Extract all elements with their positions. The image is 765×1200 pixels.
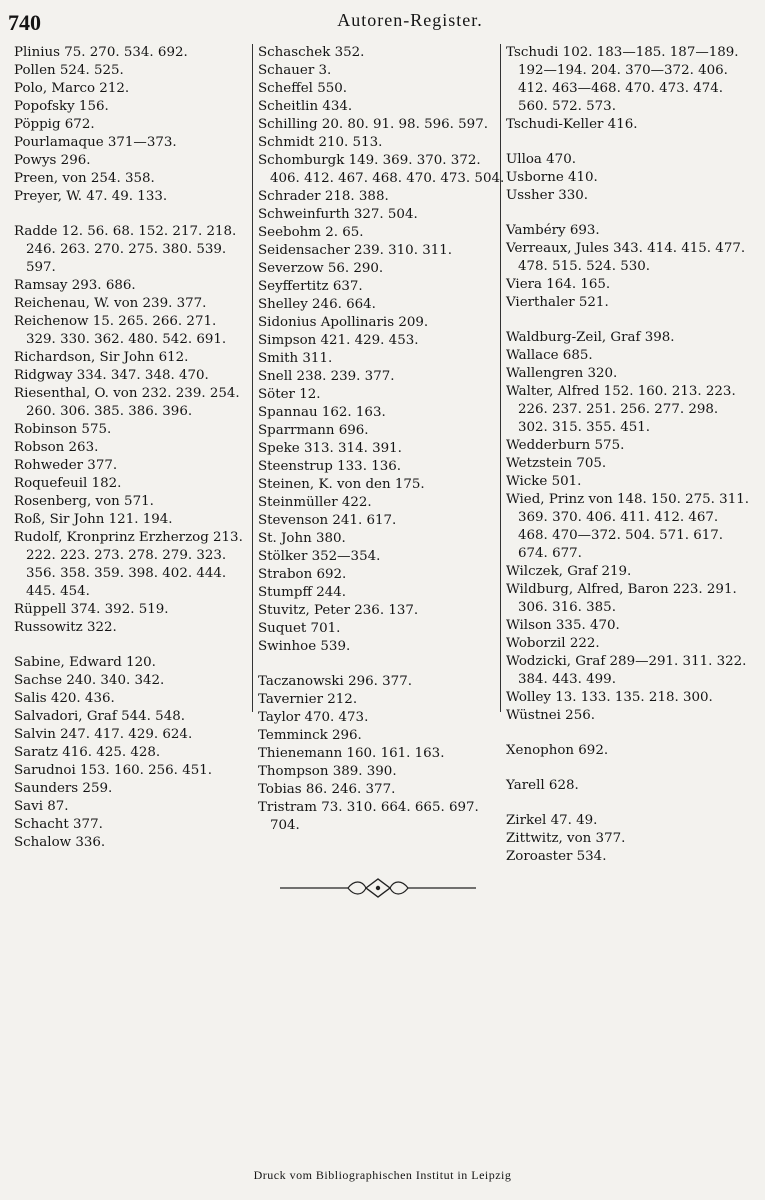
section-gap: [506, 134, 750, 151]
index-entry: Wilson 335. 470.: [506, 618, 620, 633]
page-header: Autoren-Register.: [337, 10, 483, 30]
index-entry: Russowitz 322.: [14, 620, 117, 635]
section-gap: [506, 795, 750, 812]
index-entry: Ussher 330.: [506, 188, 589, 203]
index-entry: Preen, von 254. 358.: [14, 171, 155, 186]
section-gap: [506, 205, 750, 222]
index-entry: Pöppig 672.: [14, 117, 95, 132]
index-entry: Richardson, Sir John 612.: [14, 350, 189, 365]
index-entry: Vambéry 693.: [506, 223, 600, 238]
index-entry: Swinhoe 539.: [258, 639, 351, 654]
index-entry: Wied, Prinz von 148. 150. 275. 311. 369. 370. 406. 411. 412. 467. 468. 470—372. 504. 571. 617. 674. 677.: [506, 492, 754, 561]
index-entry: Wolley 13. 133. 135. 218. 300.: [506, 690, 713, 705]
index-entry: Ridgway 334. 347. 348. 470.: [14, 368, 209, 383]
index-entry: Steinmüller 422.: [258, 495, 372, 510]
index-entry: Tristram 73. 310. 664. 665. 697. 704.: [258, 800, 484, 833]
index-entry: Sabine, Edward 120.: [14, 655, 156, 670]
index-entry: Woborzil 222.: [506, 636, 600, 651]
index-entry: Speke 313. 314. 391.: [258, 441, 402, 456]
index-entry: Severzow 56. 290.: [258, 261, 384, 276]
index-entry: Usborne 410.: [506, 170, 598, 185]
index-entry: Wallengren 320.: [506, 366, 618, 381]
index-entry: Temminck 296.: [258, 728, 362, 743]
index-entry: Yarell 628.: [506, 778, 579, 793]
index-column-2: [252, 44, 506, 833]
index-entry: Söter 12.: [258, 387, 321, 402]
index-entry: Stuvitz, Peter 236. 137.: [258, 603, 419, 618]
index-entry: Thompson 389. 390.: [258, 764, 397, 779]
index-entry: Saunders 259.: [14, 781, 113, 796]
index-entry: Viera 164. 165.: [506, 277, 611, 292]
index-entry: Rohweder 377.: [14, 458, 118, 473]
index-entry: Preyer, W. 47. 49. 133.: [14, 189, 168, 204]
index-entry: Sarudnoi 153. 160. 256. 451.: [14, 763, 213, 778]
index-entry: Waldburg-Zeil, Graf 398.: [506, 330, 675, 345]
index-entry: Taylor 470. 473.: [258, 710, 369, 725]
index-entry: Polo, Marco 212.: [14, 81, 130, 96]
section-gap: [258, 656, 506, 673]
index-entry: Xenophon 692.: [506, 743, 609, 758]
index-entry: Seebohm 2. 65.: [258, 225, 364, 240]
index-entry: Tschudi 102. 183—185. 187—189. 192—194. 204. 370—372. 406. 412. 463—468. 470. 473. 474. 560. 572. 573.: [506, 45, 743, 114]
index-entry: Tobias 86. 246. 377.: [258, 782, 396, 797]
index-entry: Vierthaler 521.: [506, 295, 609, 310]
index-entry: Reichenow 15. 265. 266. 271. 329. 330. 362. 480. 542. 691.: [14, 314, 227, 347]
index-entry: Schweinfurth 327. 504.: [258, 207, 418, 222]
index-entry: Schilling 20. 80. 91. 98. 596. 597.: [258, 117, 488, 132]
section-gap: [506, 760, 750, 777]
index-entry: Stevenson 241. 617.: [258, 513, 397, 528]
index-entry: Scheitlin 434.: [258, 99, 353, 114]
index-entry: Zoroaster 534.: [506, 849, 607, 864]
index-entry: Strabon 692.: [258, 567, 347, 582]
index-entry: Schacht 377.: [14, 817, 103, 832]
index-entry: Walter, Alfred 152. 160. 213. 223. 226. 237. 251. 256. 277. 298. 302. 315. 355. 451.: [506, 384, 740, 435]
index-entry: Rudolf, Kronprinz Erzherzog 213. 222. 223. 273. 278. 279. 323. 356. 358. 359. 398. 402. 444. 445. 454.: [14, 530, 248, 599]
index-entry: Zirkel 47. 49.: [506, 813, 598, 828]
index-entry: Powys 296.: [14, 153, 91, 168]
index-entry: Schaschek 352.: [258, 45, 365, 60]
index-entry: Robinson 575.: [14, 422, 112, 437]
section-gap: [506, 725, 750, 742]
index-entry: Zittwitz, von 377.: [506, 831, 626, 846]
index-entry: Pollen 524. 525.: [14, 63, 124, 78]
index-entry: Shelley 246. 664.: [258, 297, 376, 312]
section-gap: [14, 637, 250, 654]
index-entry: Wodzicki, Graf 289—291. 311. 322. 384. 443. 499.: [506, 654, 751, 687]
index-entry: Smith 311.: [258, 351, 333, 366]
index-entry: Stumpff 244.: [258, 585, 347, 600]
index-entry: Savi 87.: [14, 799, 69, 814]
index-entry: Tavernier 212.: [258, 692, 358, 707]
index-entry: Simpson 421. 429. 453.: [258, 333, 419, 348]
index-entry: Scheffel 550.: [258, 81, 348, 96]
index-entry: Ramsay 293. 686.: [14, 278, 136, 293]
index-columns: [14, 44, 754, 864]
index-entry: Pourlamaque 371—373.: [14, 135, 177, 150]
index-entry: Verreaux, Jules 343. 414. 415. 477. 478. 515. 524. 530.: [506, 241, 750, 274]
index-entry: Spannau 162. 163.: [258, 405, 386, 420]
index-entry: Suquet 701.: [258, 621, 341, 636]
index-entry: Schrader 218. 388.: [258, 189, 389, 204]
index-entry: Wildburg, Alfred, Baron 223. 291. 306. 316. 385.: [506, 582, 741, 615]
index-entry: Wallace 685.: [506, 348, 593, 363]
index-entry: Seidensacher 239. 310. 311.: [258, 243, 453, 258]
index-entry: Steinen, K. von den 175.: [258, 477, 425, 492]
index-entry: Sparrmann 696.: [258, 423, 369, 438]
index-entry: Roquefeuil 182.: [14, 476, 122, 491]
index-entry: Plinius 75. 270. 534. 692.: [14, 45, 188, 60]
index-entry: Radde 12. 56. 68. 152. 217. 218. 246. 263. 270. 275. 380. 539. 597.: [14, 224, 241, 275]
index-entry: Popofsky 156.: [14, 99, 109, 114]
index-entry: Wilczek, Graf 219.: [506, 564, 632, 579]
index-entry: Robson 263.: [14, 440, 99, 455]
index-entry: Tschudi-Keller 416.: [506, 117, 638, 132]
index-entry: Wedderburn 575.: [506, 438, 625, 453]
index-entry: Steenstrup 133. 136.: [258, 459, 402, 474]
index-entry: Stölker 352—354.: [258, 549, 381, 564]
index-entry: Salis 420. 436.: [14, 691, 115, 706]
section-gap: [14, 206, 250, 223]
index-entry: Seyffertitz 637.: [258, 279, 363, 294]
index-entry: Snell 238. 239. 377.: [258, 369, 395, 384]
page-number: 740: [8, 10, 41, 35]
index-entry: Wetzstein 705.: [506, 456, 607, 471]
index-column-3: [500, 44, 754, 864]
ornament-divider: [278, 875, 478, 901]
index-entry: Wicke 501.: [506, 474, 582, 489]
index-entry: Saratz 416. 425. 428.: [14, 745, 161, 760]
index-entry: Schomburgk 149. 369. 370. 372. 406. 412. 467. 468. 470. 473. 504.: [258, 153, 505, 186]
index-entry: Rüppell 374. 392. 519.: [14, 602, 169, 617]
index-entry: Ulloa 470.: [506, 152, 576, 167]
section-gap: [506, 312, 750, 329]
index-entry: Thienemann 160. 161. 163.: [258, 746, 445, 761]
index-entry: Schmidt 210. 513.: [258, 135, 383, 150]
index-entry: Salvadori, Graf 544. 548.: [14, 709, 185, 724]
index-entry: Rosenberg, von 571.: [14, 494, 154, 509]
index-entry: Schauer 3.: [258, 63, 332, 78]
index-entry: Salvin 247. 417. 429. 624.: [14, 727, 193, 742]
index-column-1: [14, 44, 250, 852]
index-entry: Roß, Sir John 121. 194.: [14, 512, 173, 527]
index-entry: Taczanowski 296. 377.: [258, 674, 412, 689]
page-footer: Druck vom Bibliographischen Institut in Leipzig: [253, 1168, 512, 1182]
index-entry: Sachse 240. 340. 342.: [14, 673, 165, 688]
index-entry: Schalow 336.: [14, 835, 106, 850]
index-entry: St. John 380.: [258, 531, 346, 546]
index-entry: Riesenthal, O. von 232. 239. 254. 260. 306. 385. 386. 396.: [14, 386, 244, 419]
index-entry: Wüstnei 256.: [506, 708, 596, 723]
index-entry: Reichenau, W. von 239. 377.: [14, 296, 207, 311]
index-entry: Sidonius Apollinaris 209.: [258, 315, 429, 330]
